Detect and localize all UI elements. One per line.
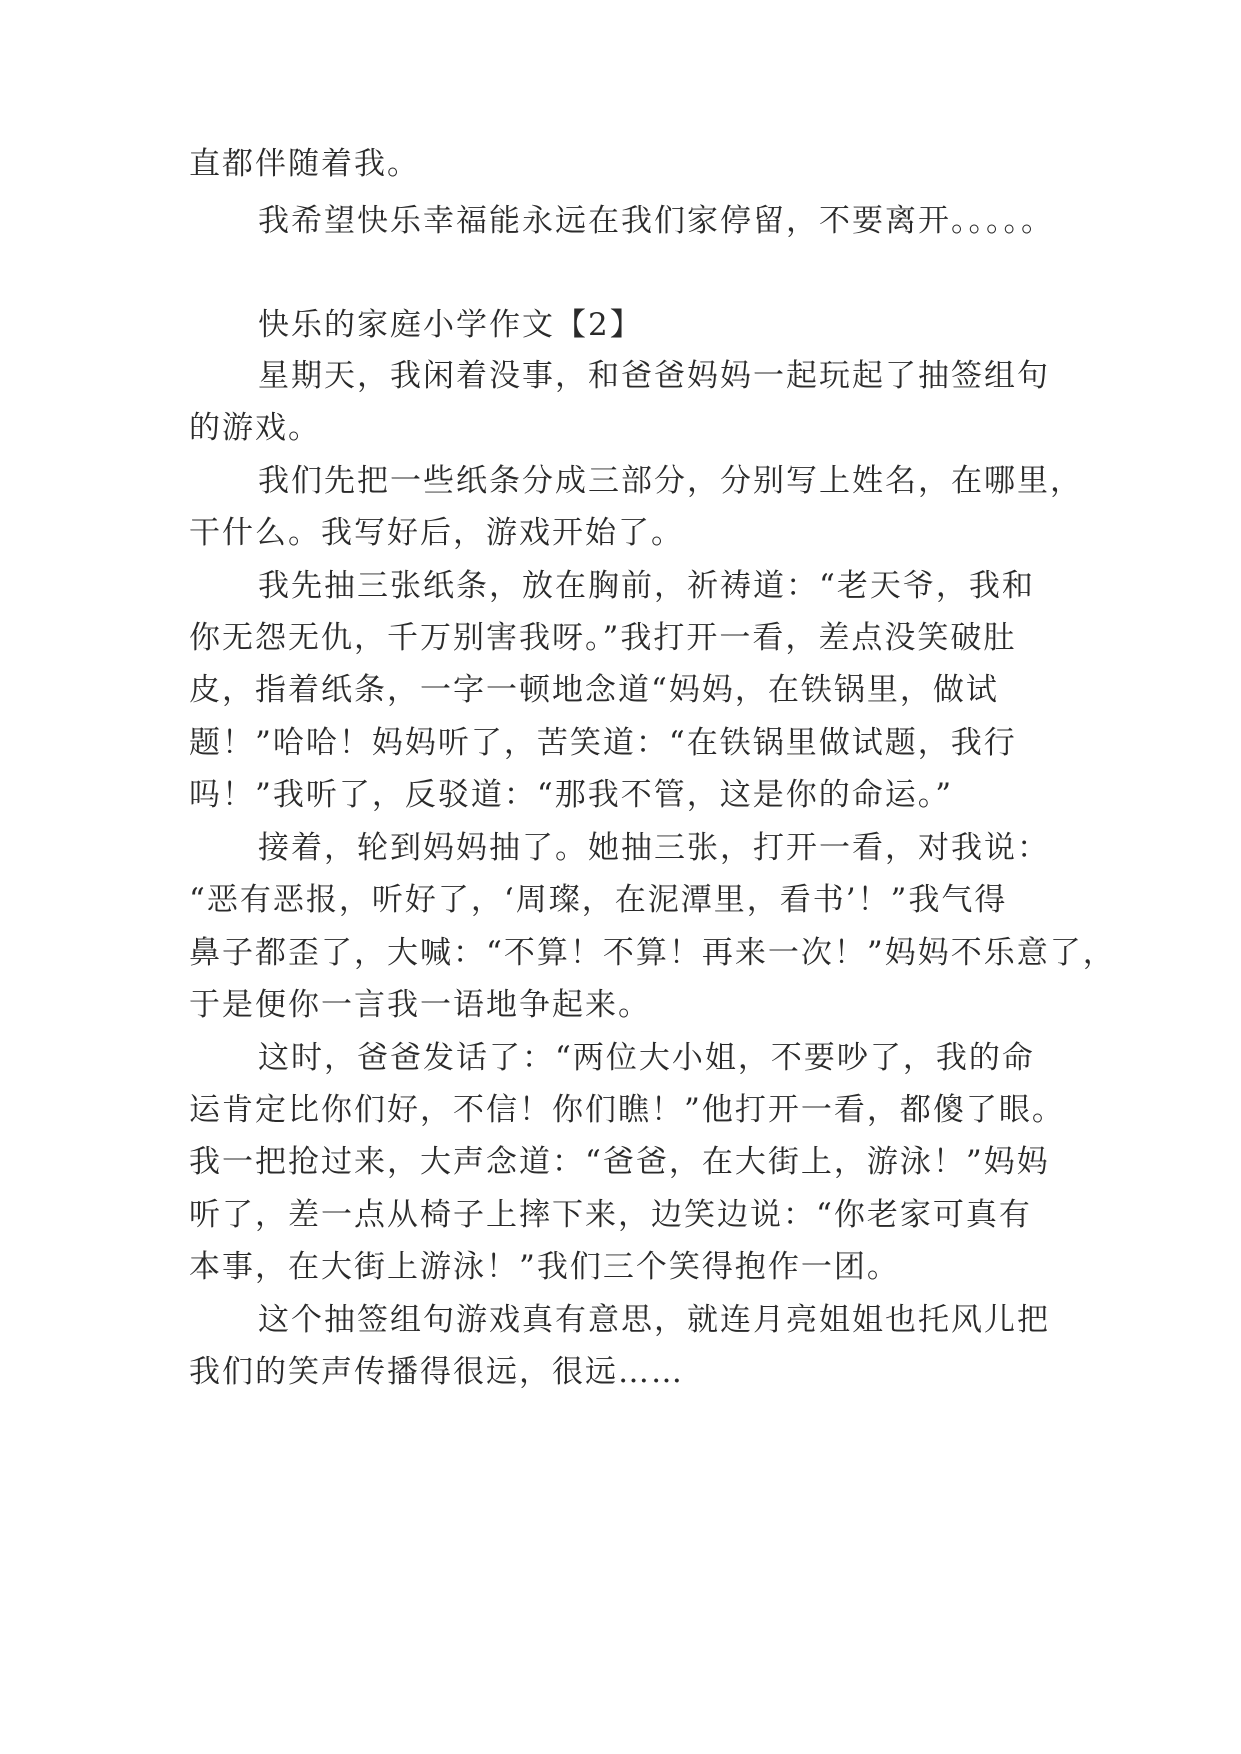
paragraph-5-line-1: 这时，爸爸发话了：“两位大小姐，不要吵了，我的命 xyxy=(258,1040,1035,1076)
paragraph-1-line-2: 的游戏。 xyxy=(189,410,321,446)
paragraph-3-line-1: 我先抽三张纸条，放在胸前，祈祷道：“老天爷，我和 xyxy=(258,568,1035,604)
paragraph-4-line-2: “恶有恶报，听好了，‘周璨，在泥潭里，看书’！”我气得 xyxy=(189,882,1008,918)
paragraph-3-line-2: 你无怨无仇，千万别害我呀。”我打开一看，差点没笑破肚 xyxy=(189,620,1017,656)
paragraph-3-line-5: 吗！”我听了，反驳道：“那我不管，这是你的命运。” xyxy=(189,777,954,813)
paragraph-2-line-1: 我们先把一些纸条分成三部分，分别写上姓名，在哪里， xyxy=(258,463,1083,499)
paragraph-3-line-4: 题！”哈哈！妈妈听了，苦笑道：“在铁锅里做试题，我行 xyxy=(189,725,1017,761)
paragraph-5-line-4: 听了，差一点从椅子上摔下来，边笑边说：“你老家可真有 xyxy=(189,1197,1032,1233)
paragraph-5-line-3: 我一把抢过来，大声念道：“爸爸，在大街上，游泳！”妈妈 xyxy=(189,1144,1050,1180)
paragraph-6-line-1: 这个抽签组句游戏真有意思，就连月亮姐姐也托风儿把 xyxy=(258,1302,1050,1338)
paragraph-5-line-2: 运肯定比你们好，不信！你们瞧！”他打开一看，都傻了眼。 xyxy=(189,1092,1065,1128)
paragraph-4-line-3: 鼻子都歪了，大喊：“不算！不算！再来一次！”妈妈不乐意了， xyxy=(189,935,1116,971)
paragraph-5-line-5: 本事，在大街上游泳！”我们三个笑得抱作一团。 xyxy=(189,1249,900,1285)
closing-line: 我希望快乐幸福能永远在我们家停留，不要离开。。。。。 xyxy=(258,203,1054,239)
paragraph-4-line-4: 于是便你一言我一语地争起来。 xyxy=(189,987,651,1023)
paragraph-2-line-2: 干什么。我写好后，游戏开始了。 xyxy=(189,515,684,551)
paragraph-4-line-1: 接着，轮到妈妈抽了。她抽三张，打开一看，对我说： xyxy=(258,830,1050,866)
paragraph-3-line-3: 皮，指着纸条，一字一顿地念道“妈妈，在铁锅里，做试 xyxy=(189,672,999,708)
paragraph-1-line-1: 星期天，我闲着没事，和爸爸妈妈一起玩起了抽签组句 xyxy=(258,358,1050,394)
continuation-line: 直都伴随着我。 xyxy=(189,146,420,182)
paragraph-6-line-2: 我们的笑声传播得很远，很远…… xyxy=(189,1354,684,1390)
essay-title: 快乐的家庭小学作文【2】 xyxy=(258,307,643,343)
